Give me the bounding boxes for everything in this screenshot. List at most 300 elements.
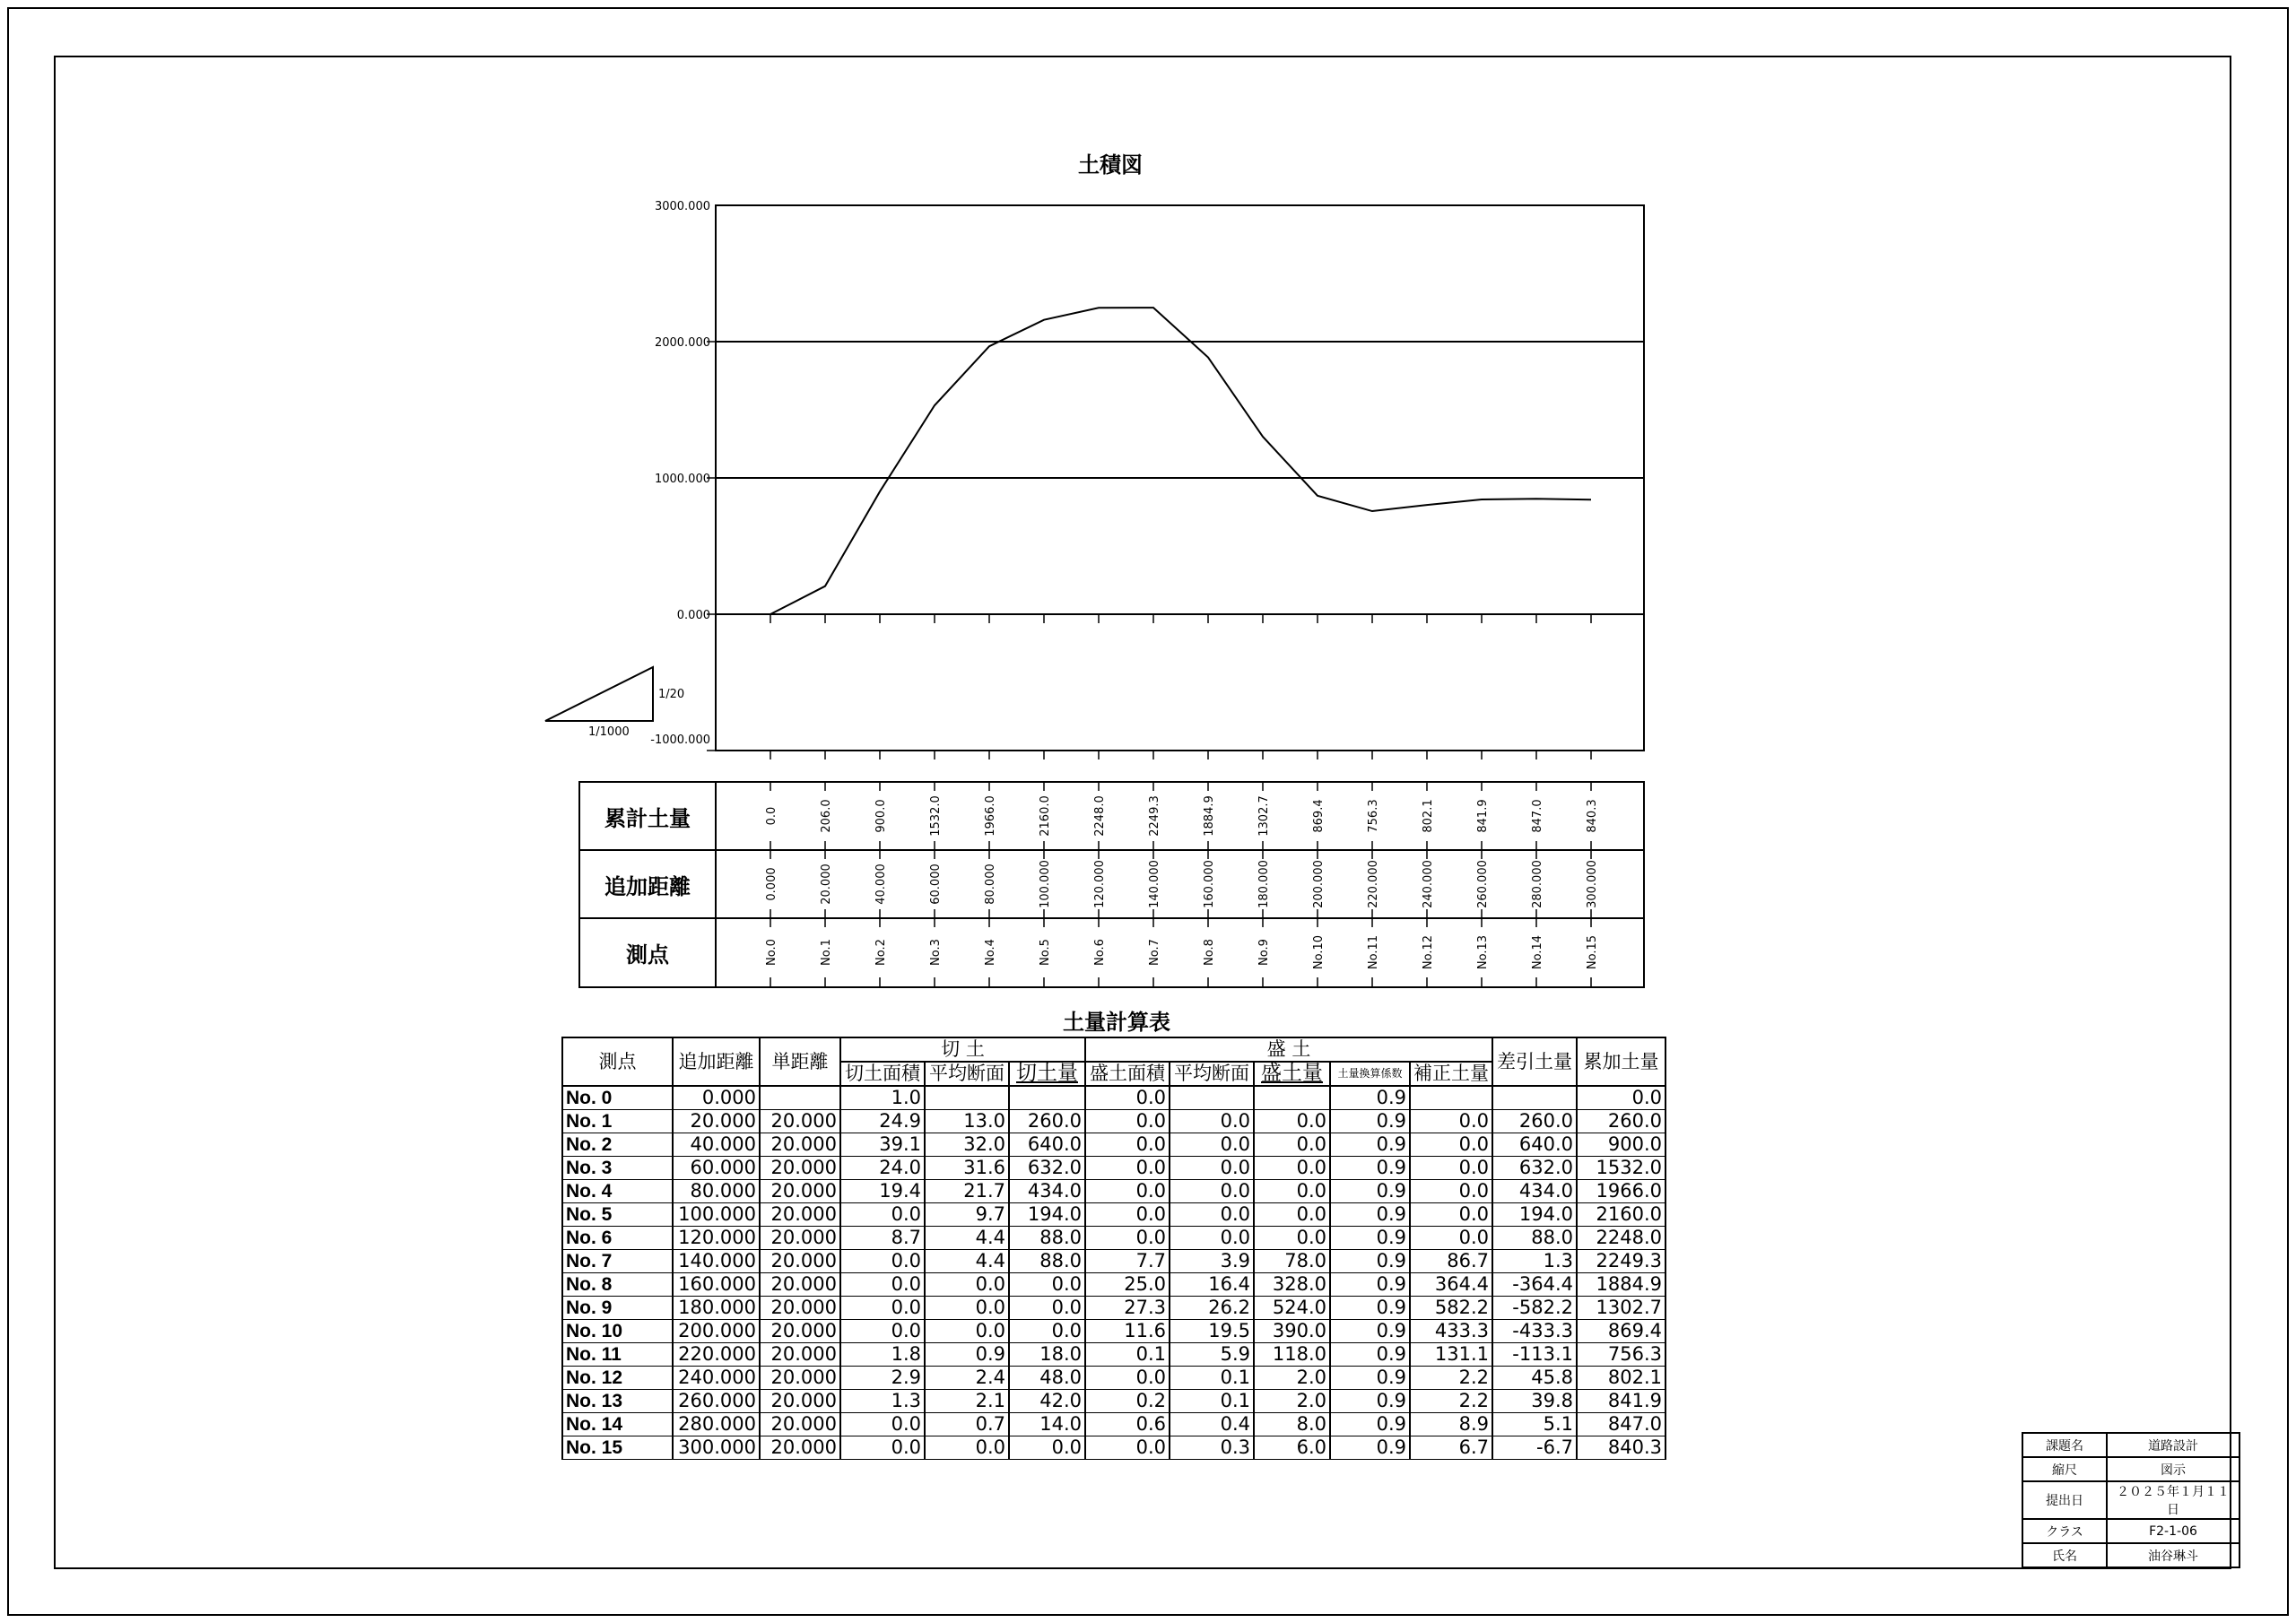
station-value: No.13	[1476, 934, 1490, 970]
hdr-single-distance: 単距離	[760, 1037, 840, 1086]
table-cell: 0.0	[1085, 1133, 1170, 1157]
y-axis-ticks	[650, 200, 716, 751]
table-cell: 0.9	[1330, 1436, 1410, 1460]
hdr-station: 測点	[562, 1037, 673, 1086]
table-cell: 20.000	[760, 1227, 840, 1250]
table-cell: 0.9	[1330, 1343, 1410, 1367]
x-axis-ticks	[770, 614, 1591, 759]
table-cell: 20.000	[760, 1133, 840, 1157]
table-cell: 1302.7	[1577, 1297, 1665, 1320]
table-cell: No. 10	[562, 1320, 673, 1343]
table-cell: 434.0	[1492, 1180, 1577, 1203]
table-cell: No. 7	[562, 1250, 673, 1273]
table-cell: 0.0	[1254, 1157, 1330, 1180]
calc-table-body	[562, 1086, 1665, 1460]
table-cell: No. 9	[562, 1297, 673, 1320]
table-cell: 0.0	[1410, 1133, 1492, 1157]
table-cell	[1254, 1086, 1330, 1110]
cumulative-value: 869.4	[1312, 799, 1326, 833]
table-cell: 0.9	[1330, 1367, 1410, 1390]
table-cell: 45.8	[1492, 1367, 1577, 1390]
table-cell: 88.0	[1009, 1250, 1085, 1273]
y-tick-label: 2000.000	[654, 336, 710, 350]
cumulative-value: 900.0	[874, 799, 888, 833]
table-cell: 2.2	[1410, 1390, 1492, 1413]
table-cell: 0.0	[1085, 1227, 1170, 1250]
distance-value: 240.000	[1422, 860, 1435, 908]
cumulative-value: 0.0	[765, 806, 778, 826]
table-cell: 0.9	[1330, 1320, 1410, 1343]
table-cell: 0.9	[1330, 1157, 1410, 1180]
table-cell: 524.0	[1254, 1297, 1330, 1320]
table-cell: 0.9	[1330, 1133, 1410, 1157]
table-cell: 0.0	[1254, 1133, 1330, 1157]
table-cell: 39.8	[1492, 1390, 1577, 1413]
table-cell: 13.0	[925, 1110, 1009, 1133]
table-cell: 194.0	[1009, 1203, 1085, 1227]
title-block-value: ２０２５年１月１１日	[2107, 1481, 2239, 1519]
table-cell: -582.2	[1492, 1297, 1577, 1320]
table-cell: 200.000	[673, 1320, 760, 1343]
table-cell: 0.1	[1170, 1390, 1254, 1413]
table-cell: 2.0	[1254, 1390, 1330, 1413]
table-cell: 0.0	[1009, 1273, 1085, 1297]
table-cell: 756.3	[1577, 1343, 1665, 1367]
table-row	[562, 1273, 1665, 1297]
table-cell: 0.0	[1410, 1180, 1492, 1203]
table-cell: 1.3	[1492, 1250, 1577, 1273]
table-cell: 841.9	[1577, 1390, 1665, 1413]
table-cell: 0.0	[925, 1320, 1009, 1343]
table-cell: 20.000	[760, 1203, 840, 1227]
table-cell: 0.9	[1330, 1203, 1410, 1227]
table-row	[562, 1133, 1665, 1157]
table-cell: 180.000	[673, 1297, 760, 1320]
table-cell: 100.000	[673, 1203, 760, 1227]
table-cell: 260.0	[1492, 1110, 1577, 1133]
title-block-value: 油谷琳斗	[2107, 1543, 2239, 1567]
table-cell: 0.0	[925, 1436, 1009, 1460]
table-cell: 390.0	[1254, 1320, 1330, 1343]
distance-value: 180.000	[1257, 860, 1271, 908]
table-cell: 20.000	[760, 1413, 840, 1436]
table-cell: 1532.0	[1577, 1157, 1665, 1180]
cumulative-value: 2160.0	[1039, 795, 1052, 837]
table-cell: 7.7	[1085, 1250, 1170, 1273]
table-cell: 0.9	[1330, 1227, 1410, 1250]
title-block-row	[2022, 1481, 2239, 1519]
table-cell: 632.0	[1009, 1157, 1085, 1180]
table-cell: 24.0	[840, 1157, 925, 1180]
station-value: No.6	[1093, 939, 1107, 966]
table-cell: 0.0	[1410, 1203, 1492, 1227]
table-cell: 0.0	[1085, 1367, 1170, 1390]
scale-vertical-label: 1/20	[658, 688, 685, 701]
row-label-distance: 追加距離	[604, 874, 691, 899]
table-cell: 120.000	[673, 1227, 760, 1250]
table-cell: 0.0	[840, 1320, 925, 1343]
grid-lines	[716, 342, 1644, 614]
title-block-label: 課題名	[2022, 1433, 2107, 1457]
table-cell: 20.000	[760, 1273, 840, 1297]
table-cell: 118.0	[1254, 1343, 1330, 1367]
hdr-fill-volume: 盛土量	[1254, 1062, 1330, 1086]
table-cell: 2.0	[1254, 1367, 1330, 1390]
table-cell: 0.0	[1254, 1203, 1330, 1227]
table-cell: 4.4	[925, 1227, 1009, 1250]
table-cell	[1410, 1086, 1492, 1110]
table-cell	[1492, 1086, 1577, 1110]
distance-value: 120.000	[1093, 860, 1107, 908]
table-cell: 0.9	[1330, 1273, 1410, 1297]
table-cell: 1884.9	[1577, 1273, 1665, 1297]
table-cell: 220.000	[673, 1343, 760, 1367]
table-cell: No. 15	[562, 1436, 673, 1460]
table-cell: No. 5	[562, 1203, 673, 1227]
table-cell: 0.0	[925, 1273, 1009, 1297]
table-row	[562, 1343, 1665, 1367]
title-block-label: クラス	[2022, 1519, 2107, 1543]
table-cell: 0.6	[1085, 1413, 1170, 1436]
table-cell: 194.0	[1492, 1203, 1577, 1227]
table-cell: 640.0	[1492, 1133, 1577, 1157]
station-value: No.2	[874, 939, 888, 966]
table-cell: 8.9	[1410, 1413, 1492, 1436]
table-row	[562, 1180, 1665, 1203]
title-block-value: F2-1-06	[2107, 1519, 2239, 1543]
table-cell: 20.000	[760, 1180, 840, 1203]
distance-value: 0.000	[765, 867, 778, 901]
table-cell: 21.7	[925, 1180, 1009, 1203]
cumulative-volume-line	[770, 308, 1591, 614]
cumulative-value: 1966.0	[984, 795, 997, 837]
table-cell: 0.3	[1170, 1436, 1254, 1460]
cumulative-value: 756.3	[1367, 799, 1380, 833]
table-cell: 0.0	[1170, 1227, 1254, 1250]
cumulative-value: 802.1	[1422, 799, 1435, 833]
table-cell: 0.0	[1254, 1180, 1330, 1203]
cumulative-value: 840.3	[1586, 799, 1599, 833]
table-cell: 847.0	[1577, 1413, 1665, 1436]
distance-value: 300.000	[1586, 860, 1599, 908]
table-cell: 2.9	[840, 1367, 925, 1390]
table-cell: 20.000	[760, 1320, 840, 1343]
table-cell: 0.9	[1330, 1413, 1410, 1436]
hdr-cut-avg: 平均断面	[925, 1062, 1009, 1086]
hdr-corrected: 補正土量	[1410, 1062, 1492, 1086]
table-cell: 0.0	[840, 1250, 925, 1273]
distance-value: 280.000	[1531, 860, 1544, 908]
station-value: No.5	[1039, 939, 1052, 966]
table-row	[562, 1297, 1665, 1320]
table-cell: 18.0	[1009, 1343, 1085, 1367]
scale-triangle	[545, 667, 653, 721]
table-cell: 260.0	[1009, 1110, 1085, 1133]
table-cell: 0.0	[1410, 1157, 1492, 1180]
table-cell: No. 1	[562, 1110, 673, 1133]
table-cell: No. 11	[562, 1343, 673, 1367]
table-cell: 0.0	[1254, 1227, 1330, 1250]
table-cell: 0.9	[1330, 1180, 1410, 1203]
station-value: No.12	[1422, 934, 1435, 970]
table-cell: -113.1	[1492, 1343, 1577, 1367]
table-cell: 1.8	[840, 1343, 925, 1367]
y-tick-label: -1000.000	[650, 733, 710, 747]
table-cell: 0.0	[925, 1297, 1009, 1320]
table-row	[562, 1367, 1665, 1390]
table-cell: 0.0	[1085, 1436, 1170, 1460]
table-cell: No. 2	[562, 1133, 673, 1157]
table-cell: 0.0	[1085, 1157, 1170, 1180]
table-cell: 0.0	[1170, 1180, 1254, 1203]
title-block-row	[2022, 1519, 2239, 1543]
table-cell: 260.000	[673, 1390, 760, 1413]
table-cell: No. 0	[562, 1086, 673, 1110]
table-cell: 0.0	[1085, 1110, 1170, 1133]
hdr-conversion: 土量換算係数	[1330, 1062, 1410, 1086]
table-cell: 0.0	[840, 1436, 925, 1460]
table-cell: 31.6	[925, 1157, 1009, 1180]
table-cell: 5.1	[1492, 1413, 1577, 1436]
table-cell: 20.000	[760, 1436, 840, 1460]
hdr-cum-distance: 追加距離	[673, 1037, 760, 1086]
table-cell: 260.0	[1577, 1110, 1665, 1133]
table-cell: 0.0	[1085, 1086, 1170, 1110]
table-cell: 20.000	[760, 1250, 840, 1273]
station-value: No.10	[1312, 934, 1326, 970]
table-cell: 900.0	[1577, 1133, 1665, 1157]
title-block	[2022, 1432, 2240, 1568]
cumulative-value: 2248.0	[1093, 795, 1107, 837]
table-cell: 0.0	[1410, 1227, 1492, 1250]
table-cell: 6.7	[1410, 1436, 1492, 1460]
table-cell: 20.000	[760, 1343, 840, 1367]
table-cell: 0.0	[840, 1203, 925, 1227]
table-cell: 0.0	[840, 1297, 925, 1320]
table-cell: No. 4	[562, 1180, 673, 1203]
table-cell: 80.000	[673, 1180, 760, 1203]
table-cell: 5.9	[1170, 1343, 1254, 1367]
station-value: No.4	[984, 939, 997, 966]
table-row	[562, 1320, 1665, 1343]
table-cell: 20.000	[760, 1367, 840, 1390]
table-cell: 840.3	[1577, 1436, 1665, 1460]
title-block-label: 氏名	[2022, 1543, 2107, 1567]
table-cell: -364.4	[1492, 1273, 1577, 1297]
title-block-label: 縮尺	[2022, 1457, 2107, 1481]
table-cell: 802.1	[1577, 1367, 1665, 1390]
y-tick-label: 1000.000	[654, 473, 710, 486]
station-value: No.11	[1367, 934, 1380, 970]
earthwork-calc-table	[561, 1037, 1666, 1460]
y-tick-label: 0.000	[676, 609, 710, 622]
table-cell: 582.2	[1410, 1297, 1492, 1320]
cumulative-value: 2249.3	[1148, 795, 1161, 837]
cumulative-value: 1884.9	[1203, 795, 1216, 837]
table-cell: 3.9	[1170, 1250, 1254, 1273]
row-label-station: 測点	[626, 942, 669, 968]
table-cell: 0.0	[840, 1273, 925, 1297]
table-cell	[760, 1086, 840, 1110]
title-block-value: 道路設計	[2107, 1433, 2239, 1457]
table-cell: 6.0	[1254, 1436, 1330, 1460]
table-cell: 160.000	[673, 1273, 760, 1297]
title-block-label: 提出日	[2022, 1481, 2107, 1519]
distance-value: 60.000	[929, 864, 943, 905]
table-cell: 1966.0	[1577, 1180, 1665, 1203]
distance-value: 40.000	[874, 864, 888, 905]
table-cell: No. 13	[562, 1390, 673, 1413]
table-cell: 0.0	[1170, 1157, 1254, 1180]
table-cell: No. 8	[562, 1273, 673, 1297]
title-block-row	[2022, 1543, 2239, 1567]
distance-value: 100.000	[1039, 860, 1052, 908]
hdr-fill-avg: 平均断面	[1170, 1062, 1254, 1086]
table-cell: 1.0	[840, 1086, 925, 1110]
table-cell: 0.1	[1085, 1343, 1170, 1367]
table-cell: 434.0	[1009, 1180, 1085, 1203]
cumulative-value: 847.0	[1531, 799, 1544, 833]
table-cell: 0.0	[1410, 1110, 1492, 1133]
table-row	[562, 1436, 1665, 1460]
table-cell: 131.1	[1410, 1343, 1492, 1367]
station-value: No.8	[1203, 939, 1216, 966]
distance-value: 140.000	[1148, 860, 1161, 908]
distance-value: 220.000	[1367, 860, 1380, 908]
table-cell: 20.000	[760, 1157, 840, 1180]
table-cell: No. 6	[562, 1227, 673, 1250]
table-cell: 240.000	[673, 1367, 760, 1390]
title-block-value: 図示	[2107, 1457, 2239, 1481]
table-cell: 0.9	[1330, 1250, 1410, 1273]
table-cell: 40.000	[673, 1133, 760, 1157]
table-cell: 20.000	[760, 1110, 840, 1133]
table-row	[562, 1390, 1665, 1413]
table-cell: 14.0	[1009, 1413, 1085, 1436]
station-value: No.14	[1531, 934, 1544, 970]
table-cell: No. 3	[562, 1157, 673, 1180]
table-cell: 640.0	[1009, 1133, 1085, 1157]
table-cell: 0.2	[1085, 1390, 1170, 1413]
cumulative-value: 841.9	[1476, 799, 1490, 833]
table-cell: 0.0	[1577, 1086, 1665, 1110]
table-cell: 19.4	[840, 1180, 925, 1203]
table-cell: 88.0	[1009, 1227, 1085, 1250]
hdr-fill-area: 盛土面積	[1085, 1062, 1170, 1086]
table-cell: 39.1	[840, 1133, 925, 1157]
table-cell: 1.3	[840, 1390, 925, 1413]
table-cell: 0.4	[1170, 1413, 1254, 1436]
cumulative-value: 206.0	[820, 799, 833, 833]
hdr-cut-area: 切土面積	[840, 1062, 925, 1086]
table-cell: 2.1	[925, 1390, 1009, 1413]
table-cell: 0.0	[840, 1413, 925, 1436]
station-value: No.9	[1257, 939, 1271, 966]
table-cell: 2160.0	[1577, 1203, 1665, 1227]
scale-horizontal-label: 1/1000	[588, 725, 630, 739]
y-tick-label: 3000.000	[654, 200, 710, 213]
distance-value: 260.000	[1476, 860, 1490, 908]
table-cell: 86.7	[1410, 1250, 1492, 1273]
table-cell: 20.000	[760, 1297, 840, 1320]
title-block-row	[2022, 1457, 2239, 1481]
table-row	[562, 1413, 1665, 1436]
table-cell: 0.000	[673, 1086, 760, 1110]
distance-value: 200.000	[1312, 860, 1326, 908]
row-label-cumulative: 累計土量	[604, 806, 691, 831]
table-cell: 0.0	[1170, 1133, 1254, 1157]
table-row	[562, 1110, 1665, 1133]
table-cell: -433.3	[1492, 1320, 1577, 1343]
table-row	[562, 1086, 1665, 1110]
station-value: No.0	[765, 939, 778, 966]
table-cell: 2.2	[1410, 1367, 1492, 1390]
table-cell: 9.7	[925, 1203, 1009, 1227]
table-cell: 0.9	[1330, 1390, 1410, 1413]
table-cell: 60.000	[673, 1157, 760, 1180]
table-cell: 328.0	[1254, 1273, 1330, 1297]
table-cell: 869.4	[1577, 1320, 1665, 1343]
table-cell: 632.0	[1492, 1157, 1577, 1180]
table-cell: 8.7	[840, 1227, 925, 1250]
table-cell: 0.0	[1170, 1203, 1254, 1227]
table-cell: 24.9	[840, 1110, 925, 1133]
table-cell: 0.7	[925, 1413, 1009, 1436]
calc-table-title: 土量計算表	[1063, 1010, 1170, 1035]
station-value: No.3	[929, 939, 943, 966]
table-cell: 300.000	[673, 1436, 760, 1460]
cumulative-value: 1532.0	[929, 795, 943, 837]
title-block-row	[2022, 1433, 2239, 1457]
table-cell: 32.0	[925, 1133, 1009, 1157]
table-cell: 0.0	[1085, 1180, 1170, 1203]
table-row	[562, 1250, 1665, 1273]
table-cell: 25.0	[1085, 1273, 1170, 1297]
table-cell: 88.0	[1492, 1227, 1577, 1250]
table-cell: 78.0	[1254, 1250, 1330, 1273]
hdr-cumulative: 累加土量	[1577, 1037, 1665, 1086]
table-cell: 19.5	[1170, 1320, 1254, 1343]
table-cell: 20.000	[673, 1110, 760, 1133]
table-cell: 0.9	[925, 1343, 1009, 1367]
table-cell: 0.9	[1330, 1110, 1410, 1133]
table-row	[562, 1203, 1665, 1227]
table-cell: 0.0	[1170, 1110, 1254, 1133]
table-cell: 8.0	[1254, 1413, 1330, 1436]
table-cell: No. 12	[562, 1367, 673, 1390]
table-cell: 364.4	[1410, 1273, 1492, 1297]
table-cell: 2248.0	[1577, 1227, 1665, 1250]
table-cell: 27.3	[1085, 1297, 1170, 1320]
table-cell: 0.0	[1009, 1436, 1085, 1460]
table-cell: 0.0	[1009, 1297, 1085, 1320]
table-cell	[925, 1086, 1009, 1110]
table-cell: 26.2	[1170, 1297, 1254, 1320]
table-cell: 0.9	[1330, 1297, 1410, 1320]
chart-title: 土積図	[1078, 152, 1143, 178]
station-value: No.7	[1148, 939, 1161, 966]
table-cell	[1009, 1086, 1085, 1110]
table-cell: 11.6	[1085, 1320, 1170, 1343]
table-cell: 0.0	[1254, 1110, 1330, 1133]
hdr-fill-group: 盛 土	[1085, 1037, 1492, 1062]
distance-value: 80.000	[984, 864, 997, 905]
table-cell	[1170, 1086, 1254, 1110]
table-cell: 0.0	[1009, 1320, 1085, 1343]
table-cell: 42.0	[1009, 1390, 1085, 1413]
station-value: No.15	[1586, 934, 1599, 970]
hdr-difference: 差引土量	[1492, 1037, 1577, 1086]
